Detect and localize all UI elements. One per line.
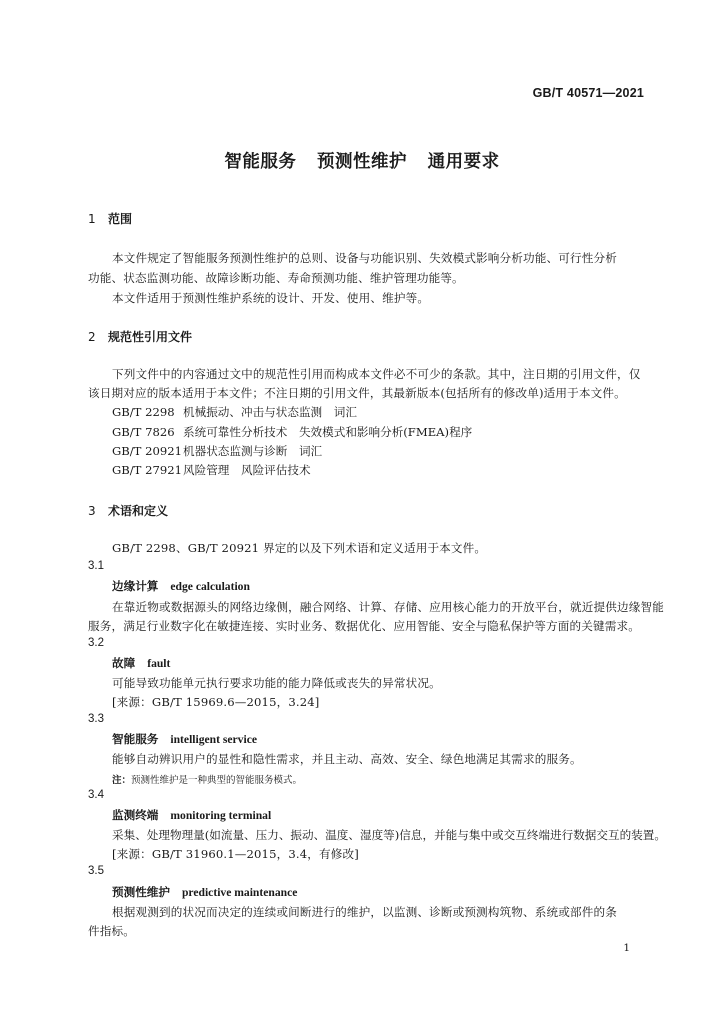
- term-en: predictive maintenance: [181, 886, 298, 899]
- normative-intro-line: 该日期对应的版本适用于本文件；不注日期的引用文件，其最新版本(包括所有的修改单)适用于本文件。: [88, 386, 626, 400]
- term-definition-line: 可能导致功能单元执行要求功能的能力降低或丧失的异常状况。: [112, 676, 441, 690]
- section-heading-normative: [88, 328, 192, 345]
- term-heading: [112, 807, 271, 823]
- standard-number: GB/T 40571—2021: [532, 86, 644, 100]
- term-en: fault: [147, 657, 171, 670]
- term-definition-line: 在靠近物或数据源头的网络边缘侧，融合网络、计算、存储、应用核心能力的开放平台，就近提供边缘智能: [112, 600, 664, 614]
- clause-number: 3.3: [88, 713, 104, 725]
- reference-item: [112, 443, 322, 459]
- section-title: 规范性引用文件: [108, 330, 193, 344]
- term-definition-line: 采集、处理物理量(如流量、压力、振动、温度、湿度等)信息，并能与集中或交互终端进行数据交互的装置。: [112, 828, 666, 842]
- section-number: 3: [88, 504, 96, 518]
- scope-paragraph-line: 本文件规定了智能服务预测性维护的总则、设备与功能识别、失效模式影响分析功能、可行性分析: [112, 251, 617, 265]
- reference-title: 系统可靠性分析技术 失效模式和影响分析(FMEA)程序: [183, 425, 473, 439]
- term-en: intelligent service: [170, 733, 257, 746]
- reference-item: [112, 404, 357, 420]
- section-number: 1: [88, 212, 96, 226]
- section-title: 术语和定义: [108, 504, 169, 518]
- scope-paragraph-line: 功能、状态监测功能、故障诊断功能、寿命预测功能、维护管理功能等。: [88, 271, 464, 285]
- term-zh: 预测性维护: [112, 885, 170, 899]
- terms-intro: GB/T 2298、GB/T 20921 界定的以及下列术语和定义适用于本文件。: [112, 541, 487, 555]
- clause-number: 3.2: [88, 637, 104, 649]
- term-heading: [112, 884, 297, 900]
- section-heading-scope: [88, 210, 132, 227]
- reference-title: 机械振动、冲击与状态监测 词汇: [183, 405, 357, 419]
- reference-item: [112, 462, 311, 478]
- term-heading: [112, 655, 170, 671]
- clause-number: 3.5: [88, 865, 104, 877]
- page-number: 1: [623, 942, 630, 954]
- reference-code: GB/T 27921: [112, 463, 182, 477]
- section-heading-terms: [88, 502, 168, 519]
- term-definition-line: 件指标。: [88, 924, 135, 938]
- term-heading: [112, 578, 250, 594]
- term-source: [来源：GB/T 15969.6—2015，3.24]: [112, 695, 320, 709]
- note-text: 预测性维护是一种典型的智能服务模式。: [131, 775, 303, 786]
- section-title: 范围: [108, 212, 133, 226]
- section-number: 2: [88, 330, 96, 344]
- reference-item: [112, 424, 472, 440]
- term-note: [112, 772, 302, 786]
- clause-number: 3.1: [88, 560, 104, 572]
- term-zh: 故障: [112, 656, 136, 670]
- document-title: 智能服务 预测性维护 通用要求: [224, 152, 500, 172]
- reference-title: 风险管理 风险评估技术: [183, 463, 311, 477]
- clause-number: 3.4: [88, 789, 104, 801]
- term-source: [来源：GB/T 31960.1—2015，3.4，有修改]: [112, 847, 359, 861]
- reference-code: GB/T 2298: [112, 405, 175, 419]
- term-heading: [112, 731, 257, 747]
- reference-code: GB/T 20921: [112, 444, 182, 458]
- term-en: monitoring terminal: [170, 809, 272, 822]
- normative-intro-line: 下列文件中的内容通过文中的规范性引用而构成本文件必不可少的条款。其中，注日期的引用文件，仅: [112, 367, 641, 381]
- term-zh: 边缘计算: [112, 579, 159, 593]
- term-zh: 智能服务: [112, 732, 159, 746]
- term-definition-line: 根据观测到的状况而决定的连续或间断进行的维护，以监测、诊断或预测构筑物、系统或部件的条: [112, 905, 617, 919]
- term-en: edge calculation: [170, 580, 250, 593]
- note-label: 注：: [112, 775, 132, 786]
- scope-paragraph: 本文件适用于预测性维护系统的设计、开发、使用、维护等。: [112, 291, 430, 305]
- term-definition-line: 能够自动辨识用户的显性和隐性需求，并且主动、高效、安全、绿色地满足其需求的服务。: [112, 752, 582, 766]
- term-zh: 监测终端: [112, 808, 159, 822]
- reference-title: 机器状态监测与诊断 词汇: [183, 444, 323, 458]
- reference-code: GB/T 7826: [112, 425, 175, 439]
- term-definition-line: 服务，满足行业数字化在敏捷连接、实时业务、数据优化、应用智能、安全与隐私保护等方面的关键需求。: [88, 619, 640, 633]
